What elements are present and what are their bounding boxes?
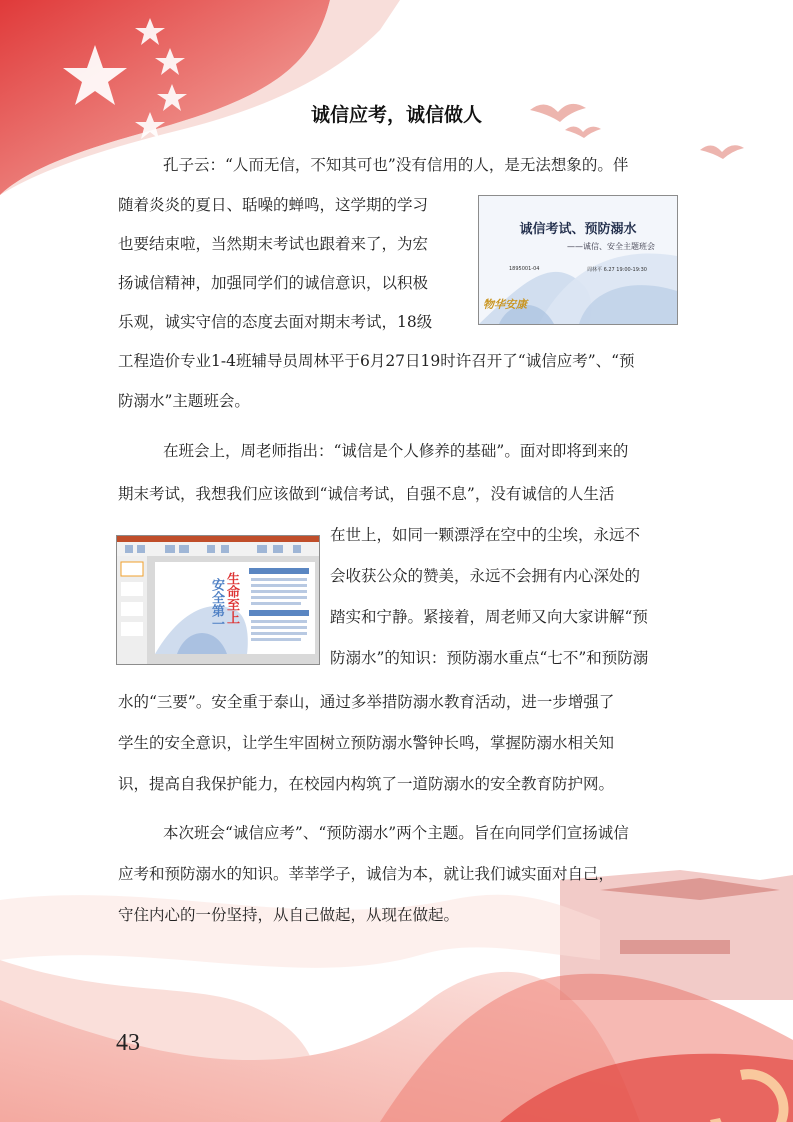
- text-line: 识，提高自我保护能力，在校园内构筑了一道防溺水的安全教育防护网。: [118, 775, 615, 793]
- text-line: 乐观，诚实守信的态度去面对期末考试，18级: [118, 313, 433, 331]
- text-line: 学生的安全意识，让学生牢固树立预防溺水警钟长鸣，掌握防溺水相关知: [118, 734, 615, 752]
- slide-text-life: 生命至上: [224, 572, 239, 624]
- slide-subtitle: ——诚信、安全主题班会: [567, 242, 655, 251]
- slide-class-id: 1895001-04: [509, 266, 540, 272]
- text-line: 防溺水”主题班会。: [118, 392, 250, 410]
- article-title: 诚信应考，诚信做人: [310, 104, 482, 126]
- text-line: 守住内心的一份坚持，从自己做起，从现在做起。: [118, 906, 460, 924]
- slide-image-title: [478, 195, 678, 325]
- text-line: 孔子云：“人而无信，不知其可也”没有信用的人，是无法想象的。伴: [163, 156, 629, 174]
- text-line: 本次班会“诚信应考”、“预防溺水”两个主题。旨在向同学们宣扬诚信: [163, 824, 629, 842]
- text-line: 水的“三要”。安全重于泰山，通过多举措防溺水教育活动，进一步增强了: [118, 693, 615, 711]
- slide-title: 诚信考试、预防溺水: [519, 222, 637, 237]
- text-line: 应考和预防溺水的知识。莘莘学子，诚信为本，就让我们诚实面对自己，: [118, 865, 615, 883]
- slide-logo: 物华安康: [483, 298, 527, 311]
- text-line: 防溺水”的知识：预防溺水重点“七不”和预防溺: [330, 649, 649, 667]
- text-line: 扬诚信精神，加强同学们的诚信意识，以积极: [118, 274, 429, 292]
- text-line: 在班会上，周老师指出：“诚信是个人修养的基础”。面对即将到来的: [163, 442, 629, 460]
- text-line: 工程造价专业1-4班辅导员周林平于6月27日19时许召开了“诚信应考”、“预: [118, 352, 635, 370]
- slide-date: 周林平 6.27 19:00-19:30: [587, 267, 647, 273]
- presentation-screenshot: [116, 535, 320, 665]
- page-number: 43: [116, 1030, 140, 1056]
- text-line: 踏实和宁静。紧接着，周老师又向大家讲解“预: [330, 608, 648, 626]
- slide-text-safety: 安全第一: [209, 578, 224, 630]
- text-line: 在世上，如同一颗漂浮在空中的尘埃，永远不: [330, 526, 641, 544]
- text-line: 期末考试，我想我们应该做到“诚信考试，自强不息”，没有诚信的人生活: [118, 485, 615, 503]
- text-line: 随着炎炎的夏日、聒噪的蝉鸣，这学期的学习: [118, 196, 429, 214]
- text-line: 会收获公众的赞美，永远不会拥有内心深处的: [330, 567, 641, 585]
- text-line: 也要结束啦，当然期末考试也跟着来了，为宏: [118, 235, 429, 253]
